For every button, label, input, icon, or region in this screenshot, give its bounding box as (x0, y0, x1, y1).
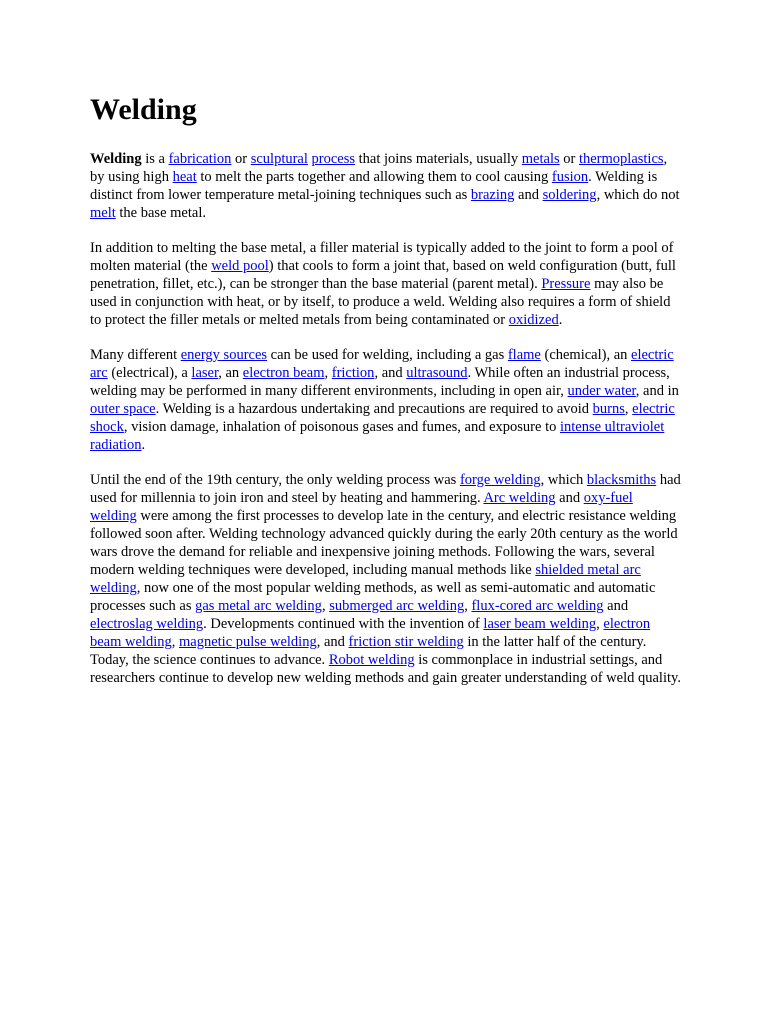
link-electron-beam-welding[interactable]: electron beam welding (90, 616, 651, 650)
text: , (464, 598, 472, 614)
link-robot-welding[interactable]: Robot welding (328, 652, 415, 668)
link-ultrasound[interactable]: ultrasound (406, 365, 468, 381)
text: is commonplace in industrial settings, and researchers continue to develop new welding methods and gain greater understanding of weld quality. (90, 652, 681, 686)
text: , (596, 616, 604, 632)
text: were among the first processes to develop late in the century, and electric resistance welding followed soon after. Welding technology advanced quickly during the early 20th century as the world wars drove the demand for reliable and inexpensive joining methods. Following the wars, several modern welding techniques were developed, including manual methods like (90, 508, 678, 578)
link-energy-sources[interactable]: energy sources (180, 347, 268, 363)
text: , an (218, 365, 243, 381)
link-melt[interactable]: melt (90, 205, 116, 221)
text: and (603, 598, 629, 614)
text: is a (141, 151, 169, 167)
text: . While often an industrial process, welding may be performed in many different environments, including in open air, (90, 365, 670, 399)
text: , vision damage, inhalation of poisonous gases and fumes, and exposure to (123, 419, 560, 435)
text: , and (316, 634, 349, 650)
link-oxidized[interactable]: oxidized (508, 312, 559, 328)
article (90, 92, 682, 704)
link-pressure[interactable]: Pressure (541, 276, 591, 292)
text: . Welding is distinct from lower temperature metal-joining techniques such as (90, 169, 658, 203)
paragraph-energy (90, 346, 682, 454)
text: . (558, 312, 563, 328)
link-metals[interactable]: metals (521, 151, 560, 167)
link-arc-welding[interactable]: Arc welding (483, 490, 556, 506)
text: (chemical), an (540, 347, 632, 363)
link-laser-beam-welding[interactable]: laser beam welding (483, 616, 597, 632)
link-fabrication[interactable]: fabrication (168, 151, 232, 167)
link-blacksmiths[interactable]: blacksmiths (586, 472, 657, 488)
page-title: Welding (90, 93, 197, 126)
link-process[interactable]: process (311, 151, 356, 167)
text: , (171, 634, 179, 650)
text: may also be used in conjunction with heat, or by itself, to produce a weld. Welding also requires a form of shield to protect the filler metals or melted metals from being contaminated or (90, 276, 671, 328)
link-submerged-arc-welding[interactable]: submerged arc welding (329, 598, 465, 614)
text: and (555, 490, 584, 506)
link-forge-welding[interactable]: forge welding (459, 472, 541, 488)
link-friction-stir-welding[interactable]: friction stir welding (348, 634, 464, 650)
paragraph-history (90, 471, 682, 687)
text: Until the end of the 19th century, the only welding process was (90, 472, 460, 488)
text: In addition to melting the base metal, a filler material is typically added to the joint to form a pool of molten material (the (90, 240, 674, 274)
text: , by using high (90, 151, 668, 185)
text: that joins materials, usually (355, 151, 522, 167)
text: , which (540, 472, 587, 488)
link-brazing[interactable]: brazing (470, 187, 515, 203)
text: had used for millennia to join iron and steel by heating and hammering. (90, 472, 681, 506)
text: . Developments continued with the invention of (203, 616, 484, 632)
text: , which do not (596, 187, 680, 203)
bold-term: Welding (90, 151, 142, 167)
text: and (514, 187, 543, 203)
link-uv-radiation[interactable]: intense ultraviolet radiation (90, 419, 665, 453)
link-magnetic-pulse-welding[interactable]: magnetic pulse welding (179, 634, 317, 650)
text: to melt the parts together and allowing them to cool causing (196, 169, 552, 185)
text: can be used for welding, including a gas (267, 347, 508, 363)
link-outer-space[interactable]: outer space (90, 401, 156, 417)
link-oxy-fuel-welding[interactable]: oxy-fuel welding (90, 490, 633, 524)
text: the base metal. (115, 205, 206, 221)
link-friction[interactable]: friction (331, 365, 375, 381)
link-sculptural[interactable]: sculptural (250, 151, 308, 167)
link-fusion[interactable]: fusion (551, 169, 589, 185)
link-electron-beam[interactable]: electron beam (242, 365, 325, 381)
link-electric-shock[interactable]: electric shock (90, 401, 675, 435)
text: Many different (90, 347, 181, 363)
text: or (231, 151, 251, 167)
link-burns[interactable]: burns (592, 401, 625, 417)
text: , and in (635, 383, 679, 399)
link-shielded-metal-arc-welding[interactable]: shielded metal arc welding (90, 562, 641, 596)
link-weld-pool[interactable]: weld pool (211, 258, 269, 274)
text: , now one of the most popular welding methods, as well as semi-automatic and automatic processes such as (90, 580, 656, 614)
text: , (324, 365, 332, 381)
text: (electrical), a (107, 365, 192, 381)
text: ) that cools to form a joint that, based on weld configuration (butt, full penetration, fillet, etc.), can be stronger than the base material (parent metal). (90, 258, 676, 292)
text: , (321, 598, 330, 614)
link-soldering[interactable]: soldering (542, 187, 597, 203)
link-laser[interactable]: laser (191, 365, 219, 381)
text: . Welding is a hazardous undertaking and precautions are required to avoid (155, 401, 593, 417)
link-heat[interactable]: heat (172, 169, 197, 185)
link-flame[interactable]: flame (507, 347, 541, 363)
link-electroslag-welding[interactable]: electroslag welding (90, 616, 204, 632)
text: or (559, 151, 579, 167)
text: , (624, 401, 633, 417)
text: . (141, 437, 146, 453)
paragraph-filler (90, 239, 682, 329)
text: , and (374, 365, 407, 381)
link-gas-metal-arc-welding[interactable]: gas metal arc welding (195, 598, 322, 614)
link-flux-cored-arc-welding[interactable]: flux-cored arc welding (471, 598, 604, 614)
link-electric-arc[interactable]: electric arc (90, 347, 674, 381)
link-thermoplastics[interactable]: thermoplastics (578, 151, 664, 167)
text: in the latter half of the century. Today, the science continues to advance. (90, 634, 647, 668)
paragraph-intro (90, 150, 682, 222)
link-under-water[interactable]: under water (567, 383, 636, 399)
